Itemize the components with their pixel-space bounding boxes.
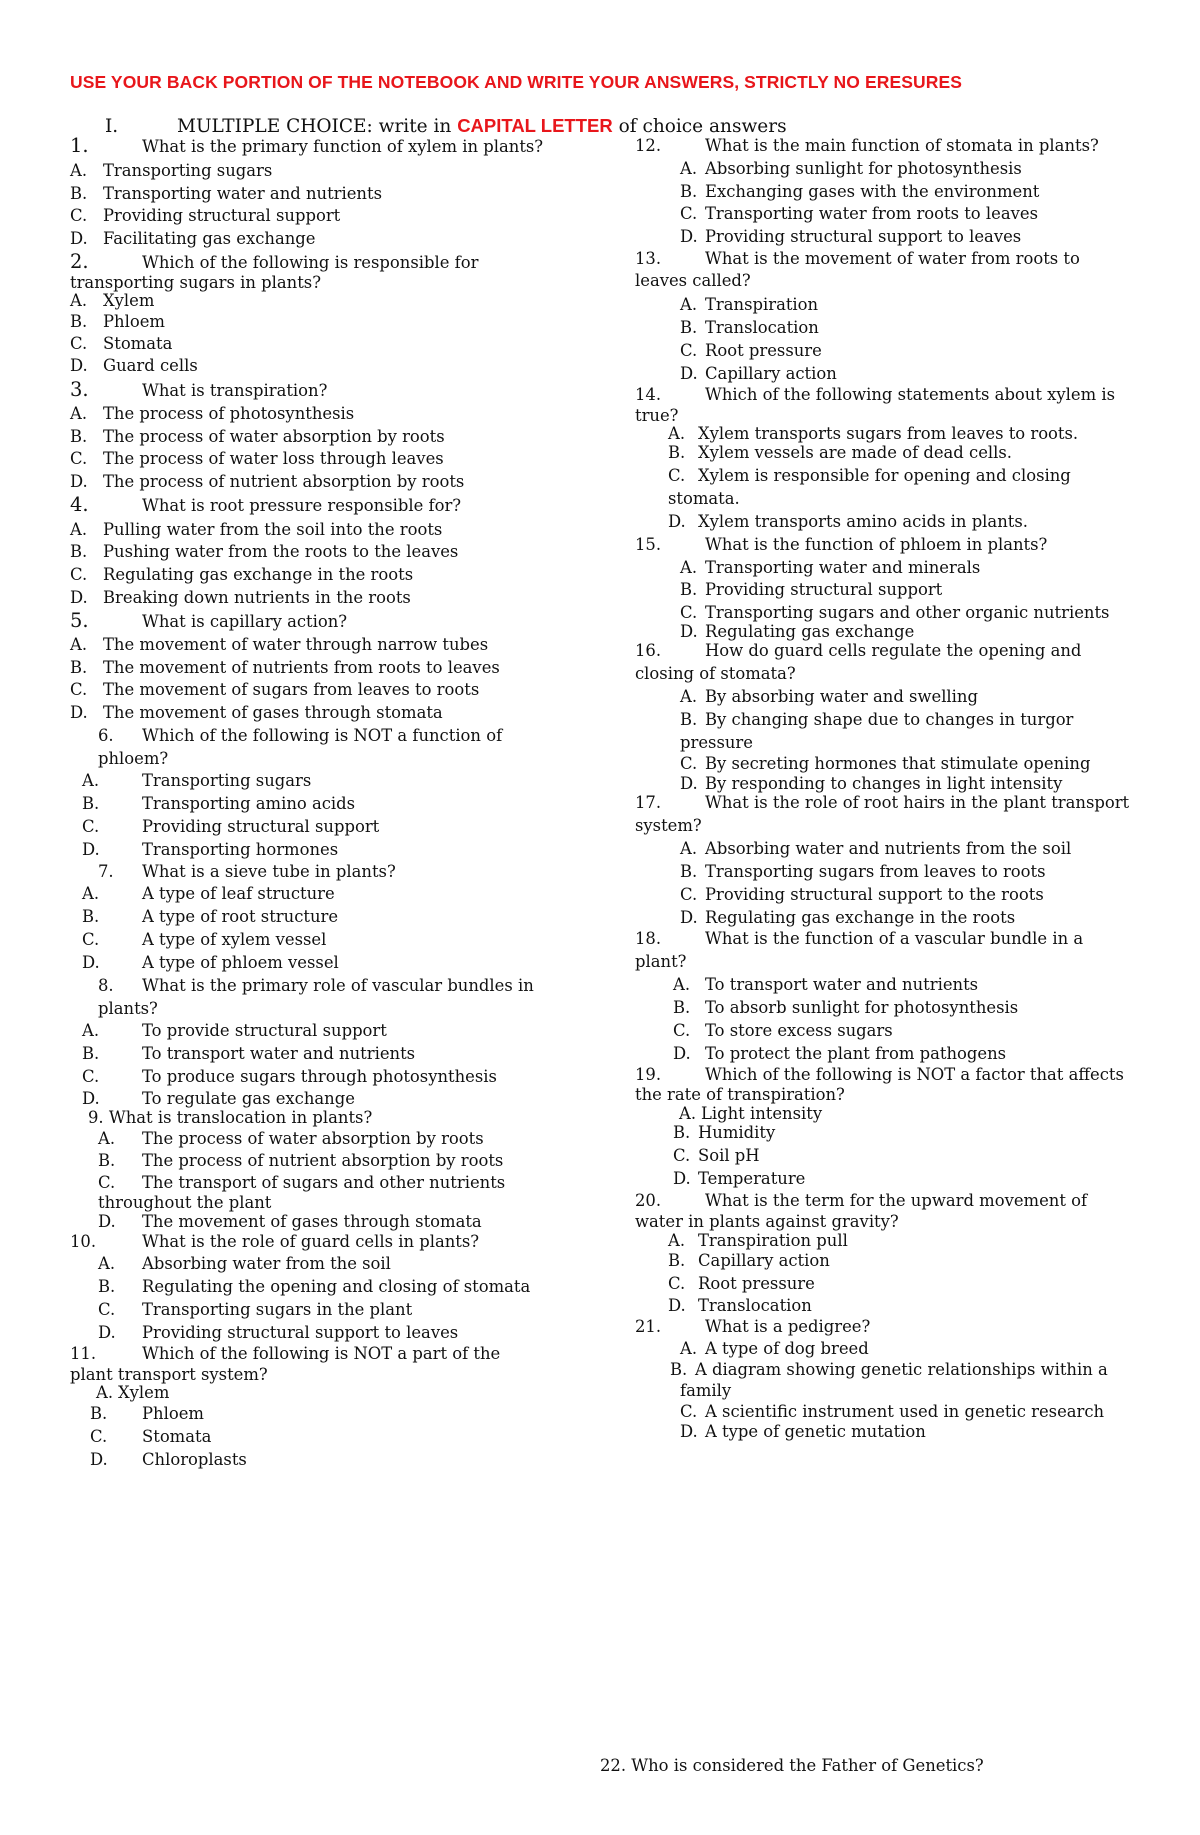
option-letter: B. — [82, 794, 100, 813]
question-text: What is the movement of water from roots to — [705, 249, 1080, 268]
section-emphasis: CAPITAL LETTER — [457, 115, 613, 136]
question-text: What is the term for the upward movement of — [705, 1191, 1088, 1210]
option-text: Light intensity — [701, 1104, 823, 1123]
option-letter: B. — [70, 542, 88, 561]
option-letter: D. — [70, 229, 88, 248]
question-text-cont: phloem? — [98, 749, 169, 768]
option-text: Xylem is responsible for opening and closing — [698, 466, 1071, 485]
question-number: 21. — [635, 1317, 662, 1336]
option-text: Providing structural support — [705, 580, 943, 599]
option-text: The movement of gases through stomata — [103, 703, 443, 722]
option-letter: A. — [680, 159, 698, 178]
option-text: Regulating gas exchange in the roots — [103, 565, 414, 584]
question-number: 9. — [88, 1108, 104, 1127]
option-letter: D. — [70, 703, 88, 722]
option-letter: B. — [82, 907, 100, 926]
option-text: Stomata — [103, 334, 173, 353]
option-letter: B. — [98, 1151, 116, 1170]
question-text: Which of the following is responsible for — [142, 253, 479, 272]
option-text: Breaking down nutrients in the roots — [103, 588, 411, 607]
option-letter: A. — [680, 558, 698, 577]
option-letter: A. — [680, 295, 698, 314]
option-line — [90, 1447, 247, 1474]
question-number: 2. — [70, 250, 89, 273]
instruction-banner: USE YOUR BACK PORTION OF THE NOTEBOOK AND WRITE YOUR ANSWERS, STRICTLY NO ERESURES — [70, 72, 963, 92]
option-letter: C. — [680, 885, 698, 904]
option-letter: D. — [70, 472, 88, 491]
question-number: 3. — [70, 378, 89, 401]
option-text: By changing shape due to changes in turgor — [705, 710, 1074, 729]
option-letter: A. — [679, 1104, 697, 1123]
option-letter: C. — [82, 1067, 100, 1086]
question-number: 14. — [635, 385, 662, 404]
option-text: To transport water and nutrients — [142, 1044, 416, 1063]
option-text: Transpiration — [705, 295, 819, 314]
question-text-cont: system? — [635, 816, 702, 835]
option-text: Stomata — [142, 1427, 212, 1446]
question-text-cont: water in plants against gravity? — [635, 1212, 899, 1231]
question-line — [70, 492, 461, 520]
option-letter: D. — [673, 1044, 691, 1063]
option-letter: B. — [673, 998, 691, 1017]
question-text: What is transpiration? — [142, 381, 328, 400]
option-letter: C. — [90, 1427, 108, 1446]
option-text: A diagram showing genetic relationships within a — [695, 1360, 1108, 1379]
question-text-cont: leaves called? — [635, 271, 751, 290]
question-line — [635, 268, 751, 295]
option-text: Xylem — [103, 291, 155, 310]
option-letter: B. — [90, 1404, 108, 1423]
option-text: Providing structural support — [103, 206, 341, 225]
option-letter: D. — [680, 774, 698, 793]
option-letter: A. — [680, 1339, 698, 1358]
section-number: I. — [105, 116, 119, 137]
option-letter: D. — [98, 1323, 116, 1342]
option-text-cont: family — [680, 1381, 732, 1400]
question-text: What is a pedigree? — [705, 1317, 871, 1336]
question-text-cont: plants? — [98, 999, 158, 1018]
option-letter: D. — [673, 1169, 691, 1188]
option-letter: C. — [680, 1402, 698, 1421]
question-number: 11. — [70, 1344, 97, 1363]
question-number: 17. — [635, 793, 662, 812]
option-letter: B. — [98, 1277, 116, 1296]
option-letter: A. — [98, 1254, 116, 1273]
option-letter: C. — [70, 565, 88, 584]
option-letter: C. — [673, 1021, 691, 1040]
option-letter: A. — [680, 839, 698, 858]
option-text: Transporting water and minerals — [705, 558, 981, 577]
option-text: Transporting water and nutrients — [103, 184, 382, 203]
option-letter: B. — [680, 710, 698, 729]
option-text: To produce sugars through photosynthesis — [142, 1067, 497, 1086]
question-line — [98, 973, 534, 1000]
question-text: Which of the following is NOT a factor that affects — [705, 1065, 1124, 1084]
option-text: Providing structural support to the roots — [705, 885, 1044, 904]
option-text: Root pressure — [698, 1274, 815, 1293]
option-text: The movement of water through narrow tubes — [103, 635, 489, 654]
option-text: Pushing water from the roots to the leaves — [103, 542, 459, 561]
option-letter: D. — [680, 364, 698, 383]
question-text-cont: transporting sugars in plants? — [70, 273, 321, 292]
option-letter: C. — [82, 930, 100, 949]
option-text: Xylem transports amino acids in plants. — [698, 512, 1028, 531]
option-letter: A. — [98, 1129, 116, 1148]
question-text: Which of the following statements about xylem is — [705, 385, 1116, 404]
option-text: Transporting hormones — [142, 840, 339, 859]
option-text: Absorbing water from the soil — [142, 1254, 391, 1273]
question-number: 16. — [635, 641, 662, 660]
option-letter: A. — [668, 424, 686, 443]
option-text: Transporting amino acids — [142, 794, 356, 813]
question-text: Which of the following is NOT a part of the — [142, 1344, 501, 1363]
option-letter: C. — [70, 206, 88, 225]
option-text: Soil pH — [698, 1146, 760, 1165]
option-text: The process of water absorption by roots — [142, 1129, 484, 1148]
question-text: What is capillary action? — [142, 612, 348, 631]
option-line — [70, 353, 198, 380]
option-letter: C. — [668, 466, 686, 485]
section-text-before: MULTIPLE CHOICE: write in — [177, 116, 458, 137]
question-number: 15. — [635, 535, 662, 554]
option-letter: A. — [96, 1383, 114, 1402]
option-letter: D. — [668, 1296, 686, 1315]
option-text: The process of nutrient absorption by roots — [142, 1151, 504, 1170]
option-text: A type of genetic mutation — [705, 1422, 926, 1441]
option-text-cont: stomata. — [668, 489, 740, 508]
option-text: Transporting sugars in the plant — [142, 1300, 413, 1319]
question-text-cont: true? — [635, 406, 679, 425]
option-text: A type of leaf structure — [142, 884, 335, 903]
option-letter: C. — [680, 754, 698, 773]
option-text: Regulating gas exchange — [705, 622, 915, 641]
option-letter: C. — [98, 1300, 116, 1319]
option-letter: B. — [70, 427, 88, 446]
option-letter: A. — [82, 771, 100, 790]
question-text-cont: the rate of transpiration? — [635, 1085, 845, 1104]
option-text: Pulling water from the soil into the roots — [103, 520, 443, 539]
question-text-cont: closing of stomata? — [635, 664, 796, 683]
question-text: What is the function of a vascular bundle in a — [705, 929, 1084, 948]
option-text: To provide structural support — [142, 1021, 387, 1040]
option-letter: C. — [98, 1173, 116, 1192]
question-number: 6. — [98, 726, 114, 745]
option-text: Regulating gas exchange in the roots — [705, 908, 1016, 927]
question-line — [635, 926, 1083, 953]
option-letter: A. — [82, 1021, 100, 1040]
question-number: 7. — [98, 862, 114, 881]
option-text: The movement of sugars from leaves to roots — [103, 680, 480, 699]
option-text: Providing structural support to leaves — [705, 227, 1022, 246]
option-line — [670, 1357, 1108, 1384]
question-number: 12. — [635, 136, 662, 155]
option-text: Absorbing sunlight for photosynthesis — [705, 159, 1022, 178]
option-letter: D. — [98, 1212, 116, 1231]
option-line — [680, 1419, 926, 1446]
question-text: What is translocation in plants? — [103, 1108, 373, 1127]
option-text-cont: throughout the plant — [98, 1193, 272, 1212]
option-letter: B. — [673, 1123, 691, 1142]
option-text: A type of phloem vessel — [142, 953, 339, 972]
option-text: Root pressure — [705, 341, 822, 360]
option-letter: D. — [70, 356, 88, 375]
option-letter: A. — [70, 291, 88, 310]
option-text: To regulate gas exchange — [142, 1089, 355, 1108]
question-line — [635, 790, 1129, 817]
question-text: What is the role of guard cells in plants? — [142, 1232, 480, 1251]
option-letter: C. — [70, 449, 88, 468]
option-letter: D. — [82, 1089, 100, 1108]
question-number: 10. — [70, 1232, 97, 1251]
option-text: Xylem vessels are made of dead cells. — [698, 443, 1012, 462]
option-text: Providing structural support — [142, 817, 380, 836]
option-text: The transport of sugars and other nutrients — [142, 1173, 506, 1192]
option-letter: D. — [70, 588, 88, 607]
option-text: Transporting water from roots to leaves — [705, 204, 1038, 223]
option-letter: B. — [82, 1044, 100, 1063]
option-letter: C. — [668, 1274, 686, 1293]
question-line — [635, 382, 1115, 409]
option-letter: B. — [70, 184, 88, 203]
question-number: 13. — [635, 249, 662, 268]
option-text: Absorbing water and nutrients from the soil — [705, 839, 1072, 858]
option-text: Xylem transports sugars from leaves to roots. — [698, 424, 1079, 443]
option-text: To transport water and nutrients — [705, 975, 979, 994]
option-letter: C. — [680, 204, 698, 223]
option-letter: B. — [668, 443, 686, 462]
option-letter: A. — [70, 635, 88, 654]
option-letter: C. — [82, 817, 100, 836]
option-text: To protect the plant from pathogens — [705, 1044, 1007, 1063]
option-letter: C. — [70, 680, 88, 699]
question-number: 19. — [635, 1065, 662, 1084]
option-text: A type of root structure — [142, 907, 339, 926]
question-number: 1. — [70, 134, 89, 157]
option-text: Guard cells — [103, 356, 198, 375]
option-letter: D. — [82, 840, 100, 859]
option-letter: A. — [70, 161, 88, 180]
option-text: By responding to changes in light intensity — [705, 774, 1063, 793]
option-text: The movement of gases through stomata — [142, 1212, 482, 1231]
question-text: What is the primary role of vascular bundles in — [142, 976, 534, 995]
option-text: Exchanging gases with the environment — [705, 182, 1040, 201]
option-letter: B. — [668, 1251, 686, 1270]
option-text: The movement of nutrients from roots to leaves — [103, 658, 500, 677]
option-letter: A. — [82, 884, 100, 903]
option-letter: C. — [673, 1146, 691, 1165]
option-letter: A. — [680, 687, 698, 706]
option-letter: D. — [680, 622, 698, 641]
option-letter: A. — [673, 975, 691, 994]
question-text: What is the role of root hairs in the plant transport — [705, 793, 1130, 812]
option-letter: B. — [680, 318, 698, 337]
question-text: What is the primary function of xylem in plants? — [142, 137, 544, 156]
option-letter: D. — [668, 512, 686, 531]
option-letter: D. — [680, 227, 698, 246]
option-text-cont: pressure — [680, 733, 753, 752]
option-text: Chloroplasts — [142, 1450, 247, 1469]
option-letter: B. — [680, 580, 698, 599]
option-letter: A. — [70, 404, 88, 423]
option-text: Capillary action — [698, 1251, 830, 1270]
option-text: Facilitating gas exchange — [103, 229, 316, 248]
option-text: Transporting sugars — [103, 161, 273, 180]
option-letter: B. — [680, 862, 698, 881]
option-text: By secreting hormones that stimulate opening — [705, 754, 1091, 773]
question-text-cont: plant? — [635, 952, 687, 971]
section-text-after: of choice answers — [612, 116, 787, 137]
question-text: What is the function of phloem in plants? — [705, 535, 1048, 554]
option-text: Transporting sugars — [142, 771, 312, 790]
option-text: Transpiration pull — [698, 1231, 848, 1250]
question-22: 22. Who is considered the Father of Genetics? — [600, 1756, 984, 1775]
question-text-cont: plant transport system? — [70, 1365, 268, 1384]
question-number: 4. — [70, 493, 89, 516]
option-text: Capillary action — [705, 364, 837, 383]
option-letter: C. — [680, 603, 698, 622]
option-text: A scientific instrument used in genetic research — [705, 1402, 1105, 1421]
option-letter: D. — [680, 1422, 698, 1441]
option-letter: C. — [680, 341, 698, 360]
option-letter: A. — [668, 1231, 686, 1250]
option-text: Humidity — [698, 1123, 776, 1142]
question-line — [70, 133, 543, 161]
question-text: What is a sieve tube in plants? — [142, 862, 396, 881]
option-letter: B. — [70, 658, 88, 677]
option-letter: A. — [70, 520, 88, 539]
question-text: What is the main function of stomata in plants? — [705, 136, 1099, 155]
question-text: What is root pressure responsible for? — [142, 496, 462, 515]
question-number: 8. — [98, 976, 114, 995]
question-number: 20. — [635, 1191, 662, 1210]
question-text: Which of the following is NOT a function of — [142, 726, 503, 745]
option-letter: B. — [680, 182, 698, 201]
option-text: By absorbing water and swelling — [705, 687, 978, 706]
option-text: To store excess sugars — [705, 1021, 893, 1040]
option-letter: D. — [90, 1450, 108, 1469]
option-text: The process of water absorption by roots — [103, 427, 445, 446]
option-text: A type of dog breed — [705, 1339, 869, 1358]
option-text: The process of photosynthesis — [103, 404, 355, 423]
option-text: Regulating the opening and closing of stomata — [142, 1277, 531, 1296]
option-text: Translocation — [705, 318, 819, 337]
option-text: The process of water loss through leaves — [103, 449, 444, 468]
option-text: Transporting sugars from leaves to roots — [705, 862, 1046, 881]
option-text: Phloem — [142, 1404, 204, 1423]
option-text: The process of nutrient absorption by roots — [103, 472, 465, 491]
option-text: Transporting sugars and other organic nutrients — [705, 603, 1110, 622]
question-number: 5. — [70, 609, 89, 632]
option-letter: C. — [70, 334, 88, 353]
question-number: 18. — [635, 929, 662, 948]
option-letter: B. — [70, 312, 88, 331]
option-text: Xylem — [118, 1383, 170, 1402]
option-text: To absorb sunlight for photosynthesis — [705, 998, 1019, 1017]
option-letter: D. — [82, 953, 100, 972]
option-text: Phloem — [103, 312, 165, 331]
option-text: A type of xylem vessel — [142, 930, 327, 949]
option-text: Providing structural support to leaves — [142, 1323, 459, 1342]
option-letter: D. — [680, 908, 698, 927]
option-text: Temperature — [698, 1169, 806, 1188]
option-text: Translocation — [698, 1296, 812, 1315]
option-letter: B. — [670, 1360, 688, 1379]
question-text: How do guard cells regulate the opening and — [705, 641, 1082, 660]
